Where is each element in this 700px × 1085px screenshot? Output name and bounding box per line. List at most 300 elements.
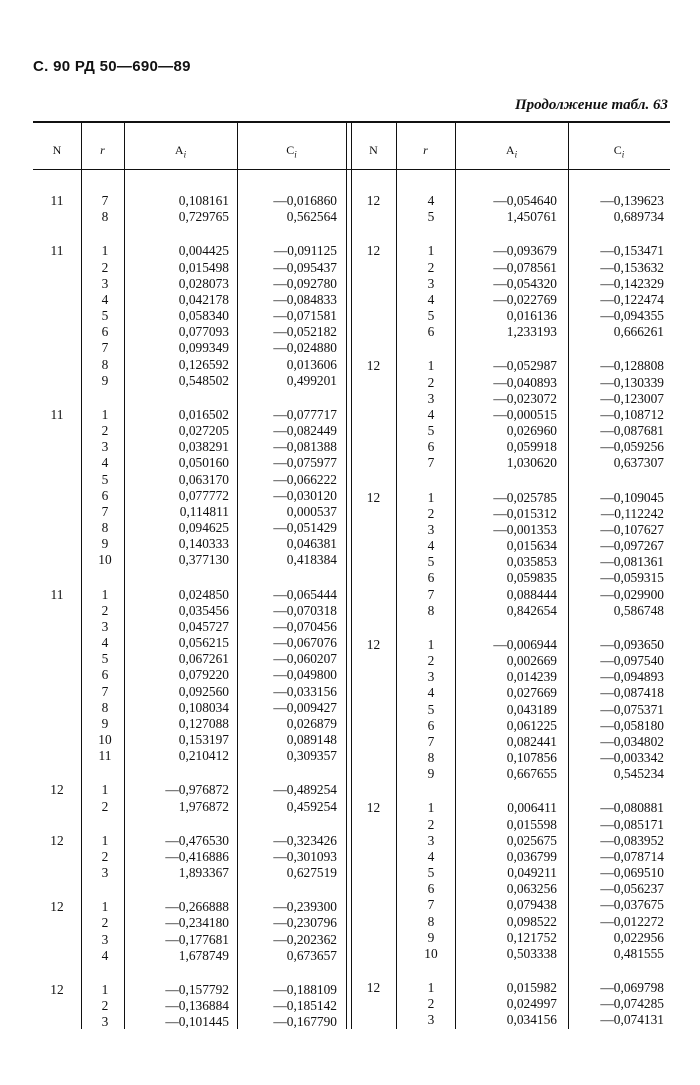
table-row [33, 587, 670, 603]
table-row [33, 423, 670, 439]
cell-a: 0,127088 [178, 715, 229, 731]
table-row [33, 260, 670, 276]
cell-r: 1 [427, 636, 435, 652]
cell-a: 0,043189 [506, 701, 557, 717]
cell-r: 1 [427, 243, 435, 259]
cell-c: —0,059315 [600, 570, 664, 586]
cell-c: —0,060207 [273, 651, 337, 667]
cell-c: —0,065444 [273, 586, 337, 602]
table-row [33, 538, 670, 554]
cell-r: 7 [427, 733, 435, 749]
cell-a: 0,015498 [178, 259, 229, 275]
cell-c: —0,082449 [273, 423, 337, 439]
cell-c: —0,074131 [600, 1012, 664, 1028]
table-row [33, 372, 670, 391]
cell-c: —0,058180 [600, 717, 664, 733]
cell-c: —0,071581 [273, 308, 337, 324]
cell-c: —0,112242 [600, 505, 664, 521]
table-row [33, 699, 670, 718]
table-row [33, 881, 670, 897]
cell-r: 8 [427, 913, 435, 929]
cell-r: 6 [427, 717, 435, 733]
cell-c: —0,109045 [600, 489, 664, 505]
table-row [33, 209, 670, 225]
cell-c: —0,066222 [273, 471, 337, 487]
cell-r: 3 [101, 618, 109, 634]
table-row [33, 472, 670, 488]
cell-r: 4 [101, 455, 109, 471]
cell-n: 12 [366, 800, 381, 816]
cell-a: 0,016136 [506, 308, 557, 324]
cell-a: 1,450761 [506, 209, 557, 225]
cell-c: —0,107627 [600, 521, 664, 537]
coefficients-table [33, 121, 670, 1029]
cell-c: —0,087681 [600, 423, 664, 439]
header-a: $A_i$ [174, 143, 187, 160]
cell-c: —0,077717 [273, 406, 337, 422]
table-row [33, 946, 670, 962]
cell-r: 5 [427, 209, 435, 225]
cell-c: —0,323426 [273, 832, 337, 848]
table-row [33, 750, 670, 766]
table-row [33, 734, 670, 750]
cell-r: 1 [101, 782, 109, 798]
cell-c: —0,049800 [273, 667, 337, 683]
cell-r: 10 [98, 732, 112, 748]
cell-r: 1 [427, 800, 435, 816]
cell-n: 12 [366, 636, 381, 652]
continuation-caption: Продолжение табл. 63 [514, 97, 668, 113]
table-row [33, 637, 670, 653]
cell-c: 0,627519 [286, 865, 337, 881]
cell-a: 0,099349 [178, 340, 229, 356]
cell-n: 11 [50, 586, 64, 602]
cell-c: —0,069798 [600, 980, 664, 996]
header-r: r [423, 143, 428, 157]
cell-r: 6 [427, 324, 435, 340]
cell-c: —0,122474 [600, 291, 664, 307]
header-n: N [369, 143, 378, 157]
cell-c: —0,094893 [600, 669, 664, 685]
cell-a: —0,025785 [493, 489, 557, 505]
cell-c: —0,059256 [600, 439, 664, 455]
cell-a: 0,059835 [506, 570, 557, 586]
cell-c: 0,666261 [613, 324, 664, 340]
table-row [33, 358, 670, 374]
cell-r: 3 [101, 275, 109, 291]
table-row [33, 930, 670, 946]
cell-a: 0,038291 [178, 439, 229, 455]
table-row [33, 865, 670, 881]
cell-c: —0,230796 [273, 915, 337, 931]
cell-a: 0,063256 [506, 881, 557, 897]
cell-r: 5 [427, 554, 435, 570]
table-row [33, 1012, 670, 1028]
cell-c: —0,033156 [273, 683, 337, 699]
cell-c: —0,123007 [600, 390, 664, 406]
cell-a: —0,234180 [165, 915, 229, 931]
cell-a: —0,078561 [493, 259, 557, 275]
cell-r: 3 [101, 439, 109, 455]
cell-r: 6 [427, 439, 435, 455]
cell-c: 0,481555 [613, 945, 664, 961]
cell-r: 5 [101, 651, 109, 667]
cell-r: 9 [101, 536, 109, 552]
cell-a: 0,026960 [506, 423, 557, 439]
cell-r: 6 [101, 324, 109, 340]
table-row [33, 603, 670, 619]
cell-c: —0,094355 [600, 308, 664, 324]
cell-c: 0,562564 [286, 209, 337, 225]
cell-a: —0,157792 [165, 981, 229, 997]
table-row [33, 897, 670, 913]
cell-r: 6 [427, 881, 435, 897]
cell-c: —0,087418 [600, 685, 664, 701]
cell-n: 11 [50, 243, 64, 259]
cell-a: 0,067261 [178, 651, 229, 667]
cell-c: —0,239300 [273, 899, 337, 915]
cell-a: 0,503338 [506, 945, 557, 961]
cell-r: 2 [101, 915, 109, 931]
cell-r: 8 [101, 209, 109, 225]
header-r: r [100, 143, 105, 157]
cell-a: 0,056215 [178, 635, 229, 651]
cell-r: 7 [427, 586, 435, 602]
cell-r: 6 [427, 570, 435, 586]
cell-a: 0,126592 [178, 356, 229, 372]
cell-c: —0,056237 [600, 881, 664, 897]
cell-r: 5 [427, 701, 435, 717]
cell-n: 12 [50, 782, 64, 798]
cell-c: —0,139623 [600, 193, 664, 208]
cell-r: 2 [427, 653, 435, 669]
cell-r: 2 [101, 798, 109, 814]
cell-r: 8 [427, 602, 435, 618]
cell-c: —0,070456 [273, 618, 337, 634]
cell-a: 0,025675 [506, 832, 557, 848]
cell-a: 0,108034 [178, 699, 229, 715]
cell-a: 0,108161 [178, 193, 229, 208]
cell-r: 7 [427, 897, 435, 913]
cell-c: 0,026879 [286, 715, 337, 731]
cell-a: 0,061225 [506, 717, 557, 733]
cell-r: 2 [101, 848, 109, 864]
cell-c: 0,586748 [613, 602, 664, 618]
cell-a: 0,842654 [506, 602, 557, 618]
cell-c: —0,093650 [600, 636, 664, 652]
cell-a: 0,077772 [178, 487, 229, 503]
cell-r: 4 [427, 538, 435, 554]
cell-c: 0,089148 [286, 732, 337, 748]
cell-a: 0,006411 [507, 800, 557, 816]
table-row [33, 685, 670, 701]
cell-r: 3 [101, 865, 109, 881]
cell-c: 0,309357 [286, 748, 337, 764]
cell-r: 2 [101, 998, 109, 1014]
cell-r: 3 [427, 669, 435, 685]
cell-c: —0,095437 [273, 259, 337, 275]
cell-c: —0,108712 [600, 406, 664, 422]
cell-a: 0,079220 [178, 667, 229, 683]
cell-r: 4 [101, 291, 109, 307]
cell-n: 12 [50, 899, 64, 915]
cell-r: 7 [101, 193, 109, 208]
cell-r: 7 [101, 503, 109, 519]
cell-r: 1 [427, 358, 435, 374]
table-row [33, 715, 670, 734]
cell-a: —0,054640 [493, 193, 557, 208]
cell-n: 12 [366, 489, 381, 505]
cell-r: 4 [427, 193, 435, 208]
cell-c: —0,075371 [600, 701, 664, 717]
cell-c: 0,022956 [613, 929, 664, 945]
table-row [33, 800, 670, 816]
cell-a: 0,094625 [178, 520, 229, 536]
cell-c: —0,301093 [273, 848, 337, 864]
cell-a: —0,093679 [493, 243, 557, 259]
cell-n: 12 [366, 980, 381, 996]
table-row [33, 455, 670, 471]
table-row [33, 833, 670, 849]
cell-a: 0,015634 [506, 538, 557, 554]
cell-c: —0,030120 [273, 487, 337, 503]
cell-a: 0,035456 [178, 602, 229, 618]
cell-c: —0,034802 [600, 733, 664, 749]
cell-a: 1,233193 [506, 324, 557, 340]
cell-c: —0,067076 [273, 635, 337, 651]
cell-c: —0,016860 [273, 193, 337, 208]
table-row [33, 619, 670, 635]
cell-c: —0,081388 [273, 439, 337, 455]
table-row [33, 391, 670, 407]
table-row [33, 669, 670, 685]
cell-a: 0,050160 [178, 455, 229, 471]
cell-c: —0,142329 [600, 275, 664, 291]
cell-r: 8 [101, 520, 109, 536]
cell-r: 2 [427, 816, 435, 832]
cell-a: —0,476530 [165, 832, 229, 848]
table-row [33, 653, 670, 669]
cell-c: —0,130339 [600, 374, 664, 390]
cell-a: 0,088444 [506, 586, 557, 602]
table-row [33, 766, 670, 782]
cell-r: 1 [101, 243, 109, 259]
cell-c: —0,097267 [600, 538, 664, 554]
cell-r: 2 [101, 423, 109, 439]
cell-a: 0,121752 [506, 929, 557, 945]
cell-r: 10 [424, 945, 438, 961]
cell-r: 3 [427, 521, 435, 537]
cell-a: 0,079438 [506, 897, 557, 913]
cell-n: 12 [366, 193, 381, 208]
cell-c: —0,069510 [600, 865, 664, 881]
table-row [33, 487, 670, 506]
table-row [33, 324, 670, 340]
cell-a: 0,729765 [178, 209, 229, 225]
cell-c: —0,037675 [600, 897, 664, 913]
cell-a: —0,000515 [493, 406, 557, 422]
cell-a: 0,077093 [178, 324, 229, 340]
cell-c: —0,083952 [600, 832, 664, 848]
cell-r: 1 [101, 406, 109, 422]
cell-a: 0,034156 [506, 1012, 557, 1028]
cell-a: 0,035853 [506, 554, 557, 570]
cell-r: 9 [101, 372, 109, 388]
cell-c: —0,185142 [273, 998, 337, 1014]
cell-c: 0,418384 [286, 552, 337, 568]
cell-a: 0,015598 [506, 816, 557, 832]
cell-a: —0,177681 [165, 931, 229, 947]
cell-r: 3 [427, 390, 435, 406]
cell-a: 0,014239 [506, 669, 557, 685]
cell-c: 0,046381 [286, 536, 337, 552]
cell-c: —0,085171 [600, 816, 664, 832]
cell-a: 1,893367 [178, 865, 229, 881]
cell-r: 5 [101, 308, 109, 324]
cell-a: —0,136884 [165, 998, 229, 1014]
cell-n: 12 [50, 832, 64, 848]
cell-r: 1 [101, 586, 109, 602]
cell-a: —0,266888 [165, 899, 229, 915]
table-row [33, 782, 670, 798]
cell-r: 5 [101, 471, 109, 487]
cell-a: 0,107856 [506, 750, 557, 766]
cell-c: —0,489254 [273, 782, 337, 798]
cell-a: 0,059918 [506, 439, 557, 455]
cell-r: 1 [427, 980, 435, 996]
cell-r: 2 [101, 602, 109, 618]
table-row [33, 570, 670, 586]
cell-r: 3 [427, 1012, 435, 1028]
cell-r: 4 [101, 635, 109, 651]
cell-n: 11 [50, 193, 64, 208]
cell-r: 7 [427, 455, 435, 471]
cell-a: 0,016502 [178, 406, 229, 422]
cell-a: —0,001353 [493, 521, 557, 537]
cell-a: 0,092560 [178, 683, 229, 699]
cell-a: —0,023072 [493, 390, 557, 406]
cell-a: 1,976872 [178, 798, 229, 814]
cell-a: 0,027669 [506, 685, 557, 701]
table-row [33, 276, 670, 292]
cell-r: 10 [98, 552, 112, 568]
table-row [33, 308, 670, 324]
cell-r: 2 [427, 374, 435, 390]
cell-c: 0,545234 [613, 766, 664, 782]
cell-r: 2 [427, 505, 435, 521]
cell-a: —0,416886 [165, 848, 229, 864]
cell-c: —0,078714 [600, 848, 664, 864]
cell-c: —0,084833 [273, 291, 337, 307]
cell-c: 0,459254 [286, 798, 337, 814]
table-row [33, 503, 670, 522]
cell-c: —0,153471 [600, 243, 664, 259]
cell-n: 12 [366, 358, 381, 374]
table-row [33, 522, 670, 538]
cell-n: 12 [50, 981, 64, 997]
cell-r: 9 [101, 715, 109, 731]
cell-a: —0,101445 [165, 1014, 229, 1030]
cell-a: 0,042178 [178, 291, 229, 307]
cell-r: 1 [101, 981, 109, 997]
header-c: $C_i$ [613, 143, 625, 160]
cell-a: —0,054320 [493, 275, 557, 291]
cell-r: 9 [427, 929, 435, 945]
cell-c: 0,673657 [286, 947, 337, 963]
cell-r: 2 [101, 259, 109, 275]
cell-a: 0,004425 [178, 243, 229, 259]
cell-r: 8 [101, 699, 109, 715]
cell-n: 12 [366, 243, 381, 259]
cell-a: 0,002669 [506, 653, 557, 669]
header-c: $C_i$ [286, 143, 297, 160]
table-row [33, 292, 670, 308]
cell-a: 0,210412 [178, 748, 229, 764]
cell-a: 0,028073 [178, 275, 229, 291]
cell-c: —0,080881 [600, 800, 664, 816]
cell-c: —0,074285 [600, 996, 664, 1012]
cell-a: 0,667655 [506, 766, 557, 782]
cell-c: 0,499201 [286, 372, 337, 388]
table-row [33, 996, 670, 1012]
cell-c: —0,003342 [600, 750, 664, 766]
cell-c: 0,689734 [613, 209, 664, 225]
cell-n: 11 [50, 406, 64, 422]
table-row [33, 407, 670, 423]
cell-r: 9 [427, 766, 435, 782]
cell-c: —0,091125 [273, 243, 337, 259]
cell-a: 1,030620 [506, 455, 557, 471]
header-a: $A_i$ [505, 143, 518, 160]
table-row [33, 243, 670, 259]
cell-r: 3 [427, 832, 435, 848]
cell-r: 5 [427, 865, 435, 881]
cell-c: 0,637307 [613, 455, 664, 471]
cell-c: —0,075977 [273, 455, 337, 471]
cell-c: —0,012272 [600, 913, 664, 929]
cell-a: —0,015312 [493, 505, 557, 521]
cell-r: 8 [101, 356, 109, 372]
cell-c: —0,070318 [273, 602, 337, 618]
cell-r: 1 [427, 489, 435, 505]
cell-r: 2 [427, 259, 435, 275]
cell-a: 0,082441 [506, 733, 557, 749]
table-row [33, 980, 670, 996]
cell-r: 7 [101, 683, 109, 699]
table-row [33, 554, 670, 570]
table-row [33, 817, 670, 833]
cell-r: 7 [101, 340, 109, 356]
cell-r: 6 [101, 667, 109, 683]
cell-a: 0,036799 [506, 848, 557, 864]
cell-c: —0,024880 [273, 340, 337, 356]
cell-c: —0,153632 [600, 259, 664, 275]
cell-a: 0,027205 [178, 423, 229, 439]
cell-a: 0,024997 [506, 996, 557, 1012]
cell-r: 3 [427, 275, 435, 291]
cell-a: —0,006944 [493, 636, 557, 652]
table-row [33, 193, 670, 209]
cell-r: 4 [427, 291, 435, 307]
cell-c: —0,188109 [273, 981, 337, 997]
table-row [33, 849, 670, 865]
cell-a: 0,114811 [179, 503, 229, 519]
cell-c: —0,128808 [600, 358, 664, 374]
table-row [33, 340, 670, 356]
cell-r: 4 [427, 406, 435, 422]
cell-c: —0,167790 [273, 1014, 337, 1030]
cell-c: 0,013606 [286, 356, 337, 372]
